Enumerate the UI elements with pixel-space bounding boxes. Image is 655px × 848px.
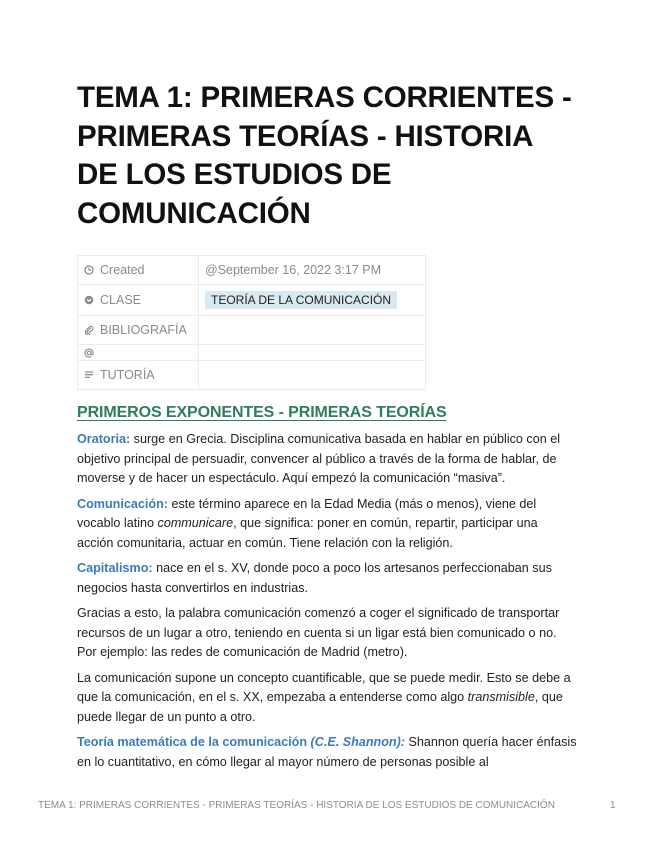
paragraph-text: surge en Grecia. Disciplina comunicativa basada en hablar en público con el objetivo principal de persuadir, convencer al público a través de la forma de hablar, de moverse y de hacer un espectáculo. Aquí empezó la comunicación “masiva”. (77, 432, 561, 485)
term-label: Oratoria: (77, 432, 131, 446)
property-label: BIBLIOGRAFÍA (100, 323, 187, 337)
document-body (77, 430, 577, 778)
text-lines-icon (84, 370, 94, 380)
property-key (78, 316, 199, 345)
term-label: Teoría matemática de la comunicación (77, 735, 311, 749)
italic-word: communicare (157, 516, 234, 530)
paragraph-text: Gracias a esto, la palabra comunicación comenzó a coger el significado de transportar recursos de un lugar a otro, teniendo en cuenta si un ligar está bien comunicado o no. Por ejemplo: las redes de comunicación de Madrid (metro). (77, 606, 560, 659)
paperclip-icon (84, 325, 94, 335)
property-row-bibliografia (78, 316, 426, 345)
italic-word: transmisible (467, 690, 535, 704)
paragraph-oratoria (77, 430, 577, 489)
property-value[interactable]: @September 16, 2022 3:17 PM (199, 256, 426, 285)
section-heading: PRIMEROS EXPONENTES - PRIMERAS TEORÍAS (77, 404, 447, 421)
term-label-italic: (C.E. Shannon): (310, 735, 405, 749)
paragraph-gracias (77, 604, 577, 663)
page-title: TEMA 1: PRIMERAS CORRIENTES - PRIMERAS TEORÍAS - HISTORIA DE LOS ESTUDIOS DE COMUNICACIÓN (77, 81, 572, 230)
property-value[interactable] (199, 316, 426, 345)
properties-table (77, 255, 426, 390)
property-value[interactable] (199, 361, 426, 390)
property-label: TUTORÍA (100, 368, 155, 382)
property-key (78, 256, 199, 285)
select-icon (84, 295, 94, 305)
property-label: CLASE (100, 293, 141, 307)
term-label: Capitalismo: (77, 561, 153, 575)
paragraph-text: Shannon quería hacer énfasis en lo cuantitativo, en cómo llegar al mayor número de personas posible al (77, 735, 577, 769)
paragraph-text: , que puede llegar de un punto a otro. (77, 690, 563, 724)
paragraph-teoria-matematica (77, 733, 577, 772)
term-label: Comunicación: (77, 496, 168, 511)
property-row-clase (78, 285, 426, 316)
paragraph-capitalismo (77, 559, 577, 598)
property-value[interactable] (199, 285, 426, 316)
property-key (78, 361, 199, 390)
property-label: Created (100, 263, 145, 277)
property-value[interactable] (199, 345, 426, 361)
paragraph-text: , que significa: poner en común, repartir, participar una acción comunitaria, actuar en común. Tiene relación con la religión. (77, 516, 538, 550)
page-footer-title: TEMA 1: PRIMERAS CORRIENTES - PRIMERAS TEORÍAS - HISTORIA DE LOS ESTUDIOS DE COMUNICACIÓN (38, 800, 555, 811)
at-icon (84, 348, 94, 358)
paragraph-comunicacion (77, 495, 577, 554)
property-row-at (78, 345, 426, 361)
property-key (78, 285, 199, 316)
clock-icon (84, 265, 94, 275)
property-key (78, 345, 199, 361)
paragraph-text: nace en el s. XV, donde poco a poco los artesanos perfeccionaban sus negocios hasta convertirlos en industrias. (77, 561, 552, 595)
clase-tag[interactable]: TEORÍA DE LA COMUNICACIÓN (205, 291, 397, 309)
paragraph-text: La comunicación supone un concepto cuantificable, que se puede medir. Esto se debe a que la comunicación, en el s. XX, empezaba a entenderse como algo (77, 670, 571, 704)
page-number: 1 (610, 800, 616, 811)
property-row-tutoria (78, 361, 426, 390)
property-row-created (78, 256, 426, 285)
paragraph-text: este término aparece en la Edad Media (más o menos), viene del vocablo latino (77, 496, 537, 530)
paragraph-cuantificable (77, 669, 577, 728)
